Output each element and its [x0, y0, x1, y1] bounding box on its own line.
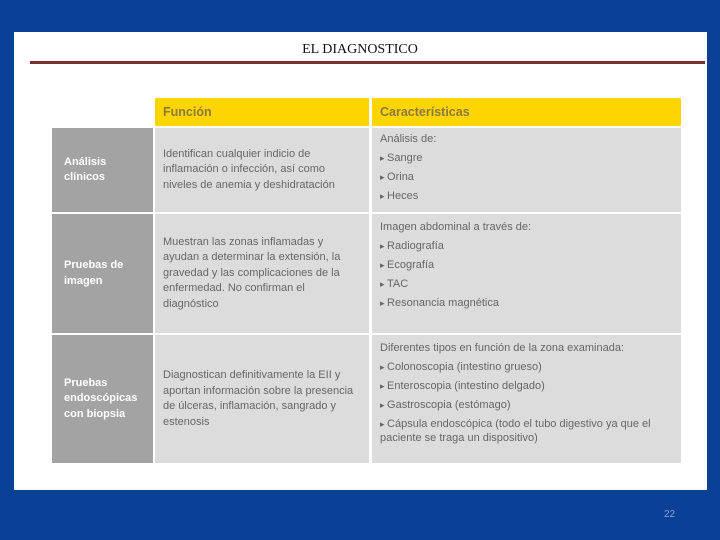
row-function: Diagnostican definitivamente la EII y aportan información sobre la presencia de úlceras, inflamación, sangrado y estenosis: [155, 335, 369, 463]
title-divider: [30, 61, 705, 64]
row-characteristics: [372, 214, 681, 333]
row-function: Identifican cualquier indicio de inflamación o infección, así como niveles de anemia y deshidratación: [155, 128, 369, 212]
list-item: ▸ Gastroscopia (estómago): [380, 398, 673, 414]
row-label: Pruebas de imagen: [52, 214, 153, 333]
list-item: ▸ Orina: [380, 170, 673, 186]
row-label: Análisis clínicos: [52, 128, 153, 212]
row-function: Muestran las zonas inflamadas y ayudan a determinar la extensión, la gravedad y las complicaciones de la enfermedad. No confirman el diagnóstico: [155, 214, 369, 333]
list-item: ▸ TAC: [380, 277, 673, 293]
slide-title: EL DIAGNOSTICO: [302, 42, 418, 57]
list-item: ▸ Radiografía: [380, 239, 673, 255]
characteristics-intro: Imagen abdominal a través de:: [380, 221, 532, 233]
characteristics-intro: Diferentes tipos en función de la zona examinada:: [380, 342, 624, 354]
header-caracteristicas: Características: [372, 98, 681, 126]
row-characteristics: [372, 128, 681, 212]
list-item: ▸ Resonancia magnética: [380, 296, 673, 312]
list-item: ▸ Sangre: [380, 151, 673, 167]
row-label: Pruebas endoscópicas con biopsia: [52, 335, 153, 463]
list-item: ▸ Colonoscopia (intestino grueso): [380, 360, 673, 376]
list-item: ▸ Heces: [380, 189, 673, 205]
list-item: ▸ Enteroscopia (intestino delgado): [380, 379, 673, 395]
list-item: ▸ Ecografía: [380, 258, 673, 274]
list-item: ▸ Cápsula endoscópica (todo el tubo digestivo ya que el paciente se traga un dispositivo): [380, 417, 673, 445]
header-funcion: Función: [155, 98, 369, 126]
row-characteristics: [372, 335, 681, 463]
characteristics-intro: Análisis de:: [380, 133, 437, 145]
page-number: 22: [664, 509, 676, 520]
